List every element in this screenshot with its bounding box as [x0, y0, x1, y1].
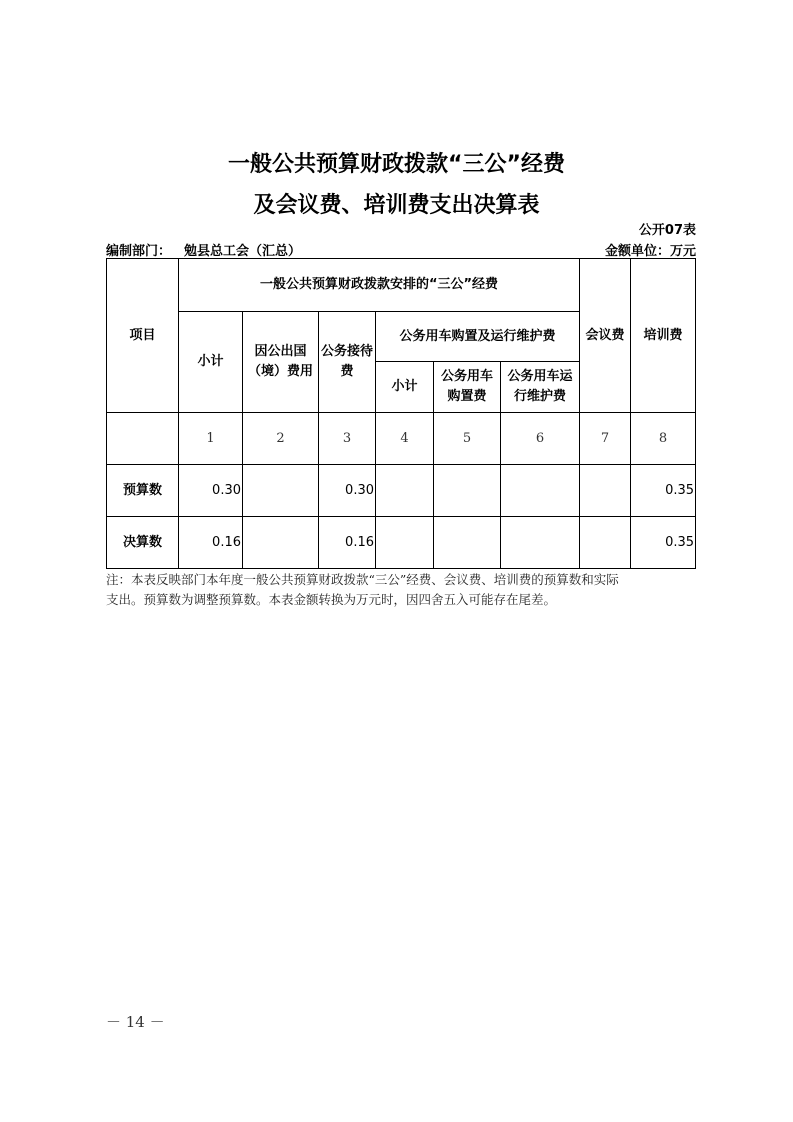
header-overseas [243, 312, 319, 413]
department-value: 勉县总工会（汇总） [184, 244, 302, 259]
header-vehicle-purchase-line1: 公务用车 [440, 369, 493, 384]
table-cell [243, 465, 319, 517]
table-cell: 0.30 [319, 465, 376, 517]
page-title: 一般公共预算财政拨款“三公”经费 [228, 152, 565, 177]
column-number: 2 [243, 413, 319, 465]
table-cell [376, 465, 434, 517]
table-cell [501, 517, 580, 569]
page-number: － 14 － [106, 1013, 165, 1031]
page-subtitle: 及会议费、培训费支出决算表 [253, 193, 540, 218]
column-number: 3 [319, 413, 376, 465]
expenditure-table [106, 258, 696, 569]
header-reception [319, 312, 376, 413]
table-cell [501, 465, 580, 517]
table-cell: 0.35 [631, 517, 696, 569]
header-reception-line2: 费 [340, 364, 354, 379]
header-overseas-line2: （境）费用 [247, 364, 313, 379]
column-number: 1 [179, 413, 243, 465]
row-label: 决算数 [107, 517, 179, 569]
column-number: 6 [501, 413, 580, 465]
header-item: 项目 [107, 259, 179, 413]
header-vehicle-operation [501, 362, 580, 413]
header-vehicle-operation-line1: 公务用车运 [507, 369, 573, 384]
column-number: 4 [376, 413, 434, 465]
table-cell: 0.35 [631, 465, 696, 517]
header-overseas-line1: 因公出国 [254, 344, 307, 359]
table-row-budget [107, 465, 696, 517]
header-vehicle-subtotal: 小计 [376, 362, 434, 413]
header-three-public-group: 一般公共预算财政拨款安排的“三公”经费 [179, 259, 580, 312]
table-cell: 0.30 [179, 465, 243, 517]
header-vehicle-purchase [434, 362, 501, 413]
table-cell [580, 517, 631, 569]
amount-unit: 金额单位：万元 [604, 244, 696, 259]
table-cell [434, 465, 501, 517]
table-note-line2: 支出。预算数为调整预算数。本表金额转换为万元时，因四舍五入可能存在尾差。 [106, 592, 557, 607]
department-label: 编制部门： [106, 244, 172, 259]
table-row-final [107, 517, 696, 569]
table-cell [376, 517, 434, 569]
table-cell [580, 465, 631, 517]
table-cell [434, 517, 501, 569]
table-note-line1: 注：本表反映部门本年度一般公共预算财政拨款“三公”经费、会议费、培训费的预算数和实际 [106, 572, 619, 587]
header-training: 培训费 [631, 259, 696, 413]
header-vehicle-group: 公务用车购置及运行维护费 [376, 312, 580, 362]
column-number: 8 [631, 413, 696, 465]
header-subtotal: 小计 [179, 312, 243, 413]
form-number: 公开07表 [638, 223, 696, 238]
header-meeting: 会议费 [580, 259, 631, 413]
table-note [106, 570, 706, 610]
header-reception-line1: 公务接待 [320, 344, 373, 359]
header-vehicle-operation-line2: 行维护费 [514, 389, 567, 404]
table-cell [243, 517, 319, 569]
row-label: 预算数 [107, 465, 179, 517]
column-number: 5 [434, 413, 501, 465]
table-cell: 0.16 [179, 517, 243, 569]
header-vehicle-purchase-line2: 购置费 [447, 389, 487, 404]
table-cell: 0.16 [319, 517, 376, 569]
column-number-row [107, 413, 696, 465]
column-number-blank [107, 413, 179, 465]
column-number: 7 [580, 413, 631, 465]
